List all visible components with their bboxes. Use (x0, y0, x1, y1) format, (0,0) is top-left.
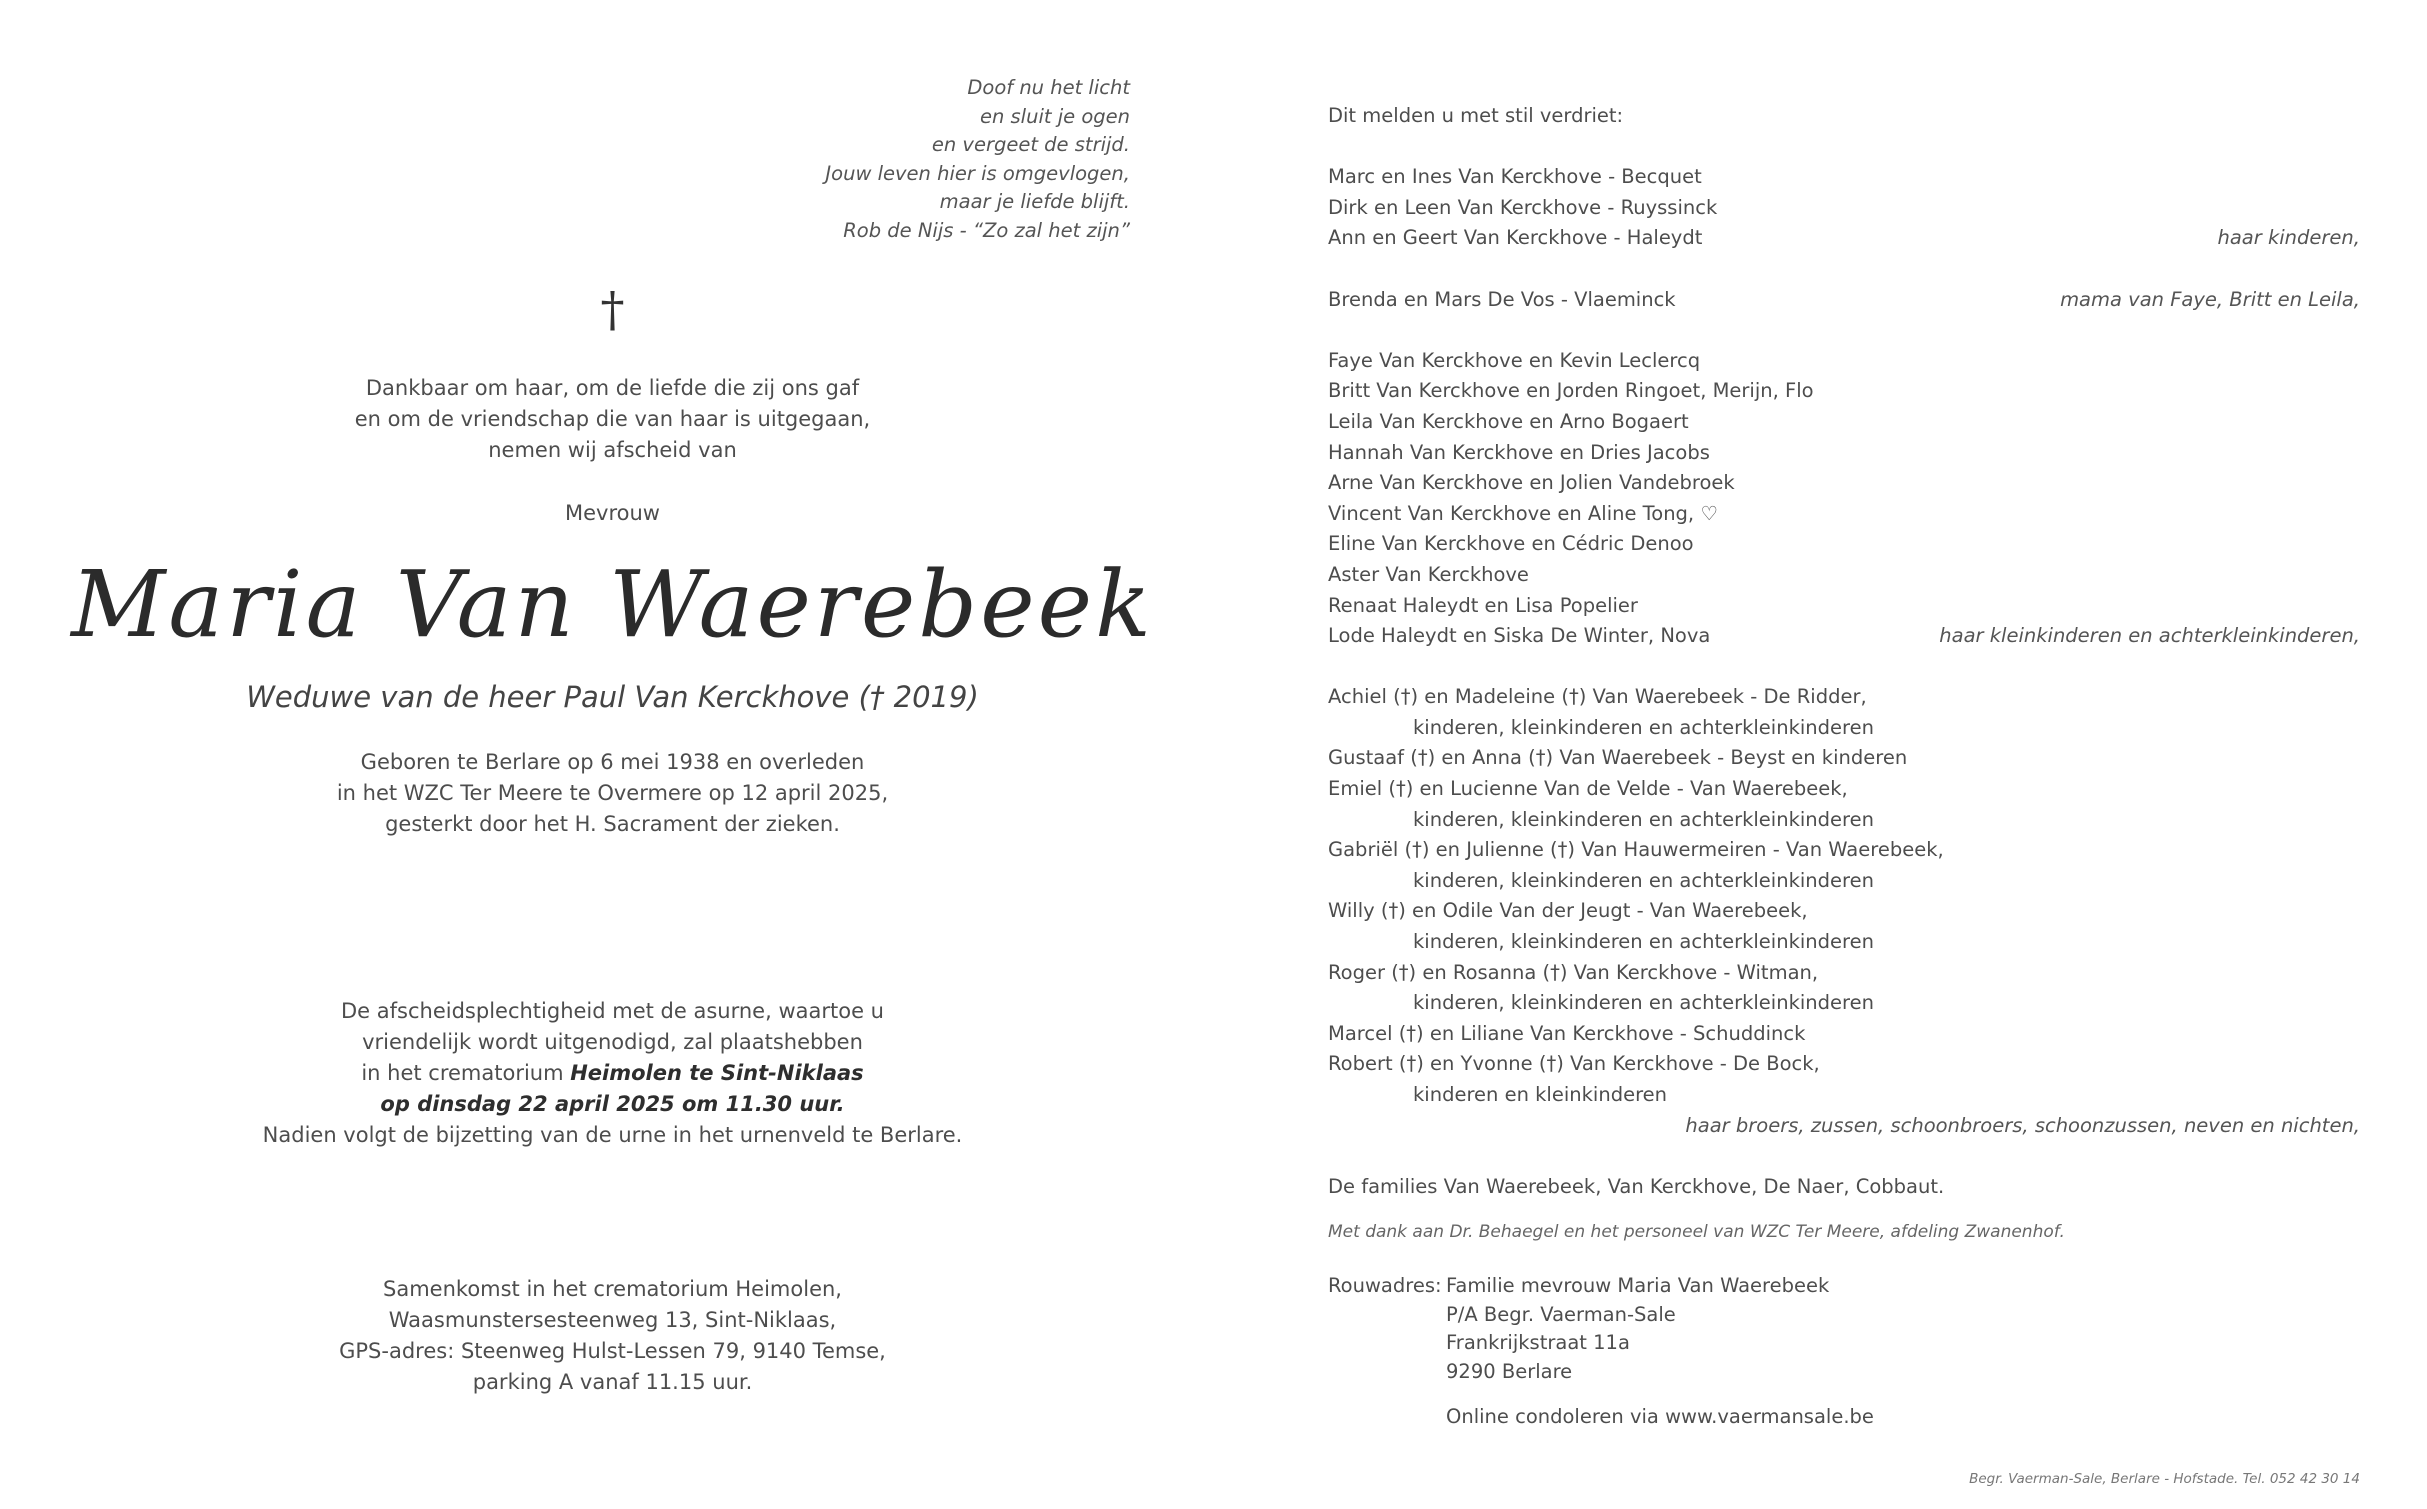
family-row (1328, 162, 2360, 193)
family-row (1328, 835, 2360, 866)
family-member-name: Willy (†) en Odile Van der Jeugt - Van Waerebeek, (1328, 899, 1808, 923)
poem-line: Jouw leven hier is omgevlogen, (825, 161, 1130, 185)
funeral-home-footer: Begr. Vaerman-Sale, Berlare - Hofstade. Tel. 052 42 30 14 (1969, 1471, 2360, 1487)
birth-line: gesterkt door het H. Sacrament der zieken. (385, 812, 840, 836)
family-row (1328, 621, 2360, 652)
honorific-title: Mevrouw (565, 501, 660, 525)
deceased-name: Maria Van Waerebeek (71, 551, 1154, 658)
family-member-name: Gabriël (†) en Julienne (†) Van Hauwermeiren - Van Waerebeek, (1328, 838, 1944, 862)
family-member-name: Arne Van Kerckhove en Jolien Vandebroek (1328, 471, 1735, 495)
family-member-name: kinderen, kleinkinderen en achterkleinkinderen (1413, 991, 1874, 1015)
family-member-name: Dirk en Leen Van Kerckhove - Ruyssinck (1328, 195, 1718, 219)
family-member-name: Eline Van Kerckhove en Cédric Denoo (1328, 532, 1694, 556)
relation-description: haar broers, zussen, schoonbroers, schoonzussen, neven en nichten, (1685, 1113, 2360, 1137)
family-member-name: kinderen, kleinkinderen en achterkleinkinderen (1413, 930, 1874, 954)
poem (610, 74, 1130, 245)
relation-description: haar kleinkinderen en achterkleinkinderen, (1939, 624, 2360, 648)
family-row (1328, 774, 2360, 805)
birth-line: Geboren te Berlare op 6 mei 1938 en overleden (360, 750, 865, 774)
relation-description: haar kinderen, (2217, 226, 2360, 250)
family-block (1328, 1172, 2360, 1203)
family-row (1328, 376, 2360, 407)
family-row (1328, 927, 2360, 958)
family-row (1328, 896, 2360, 927)
family-row (1328, 223, 2360, 254)
intro-text (0, 373, 1225, 466)
poem-line: maar je liefde blijft. (939, 190, 1130, 213)
poem-attribution: Rob de Nijs - “Zo zal het zijn” (843, 218, 1130, 242)
ceremony-datetime: op dinsdag 22 april 2025 om 11.30 uur. (380, 1092, 845, 1116)
family-member-name: Gustaaf (†) en Anna (†) Van Waerebeek - Beyst en kinderen (1328, 746, 1908, 770)
ceremony-line: De afscheidsplechtigheid met de asurne, waartoe u (341, 999, 884, 1023)
relation-description: mama van Faye, Britt en Leila, (2060, 287, 2360, 311)
family-block (1328, 682, 2360, 1141)
family-row (1328, 958, 2360, 989)
family-row (1328, 285, 2360, 316)
ceremony-location-prefix: in het crematorium (361, 1061, 571, 1085)
poem-line: en sluit je ogen (979, 104, 1130, 128)
family-member-name: Faye Van Kerckhove en Kevin Leclercq (1328, 348, 1701, 372)
right-column (1328, 0, 2360, 1509)
gathering-line: Samenkomst in het crematorium Heimolen, (383, 1277, 842, 1301)
family-row (1328, 560, 2360, 591)
poem-line: Doof nu het licht (967, 76, 1130, 99)
address-value: Frankrijkstraat 11a (1446, 1331, 1630, 1354)
family-row (1328, 1049, 2360, 1080)
family-block (1328, 285, 2360, 316)
family-row (1328, 591, 2360, 622)
address-value: Familie mevrouw Maria Van Waerebeek (1446, 1274, 1830, 1297)
ceremony-line: Nadien volgt de bijzetting van de urne in het urnenveld te Berlare. (262, 1123, 963, 1147)
family-row (1328, 438, 2360, 469)
gathering-line: parking A vanaf 11.15 uur. (472, 1370, 753, 1394)
ceremony-line (0, 1058, 1225, 1089)
family-row (1328, 193, 2360, 224)
family-member-name: Lode Haleydt en Siska De Winter, Nova (1328, 624, 1711, 648)
family-list (1328, 101, 2360, 1233)
family-member-name: kinderen, kleinkinderen en achterkleinkinderen (1413, 807, 1874, 831)
family-row (1328, 743, 2360, 774)
family-member-name: kinderen en kleinkinderen (1413, 1083, 1668, 1106)
ceremony-info (0, 996, 1225, 1151)
family-member-name: Achiel (†) en Madeleine (†) Van Waerebeek - De Ridder, (1328, 685, 1867, 709)
family-member-name: Brenda en Mars De Vos - Vlaeminck (1328, 287, 1676, 311)
family-block (1328, 162, 2360, 254)
family-member-name: Emiel (†) en Lucienne Van de Velde - Van Waerebeek, (1328, 777, 1848, 801)
family-row (1328, 866, 2360, 897)
address-label: Rouwadres: (1328, 1274, 1442, 1297)
family-member-name: Renaat Haleydt en Lisa Popelier (1328, 593, 1638, 617)
announcement: Dit melden u met stil verdriet: (1328, 104, 1624, 127)
family-member-name: Ann en Geert Van Kerckhove - Haleydt (1328, 226, 1703, 250)
family-row (1328, 529, 2360, 560)
family-row (1328, 713, 2360, 744)
family-member-name: Leila Van Kerckhove en Arno Bogaert (1328, 409, 1689, 433)
family-member-name: Aster Van Kerckhove (1328, 562, 1529, 586)
intro-line: en om de vriendschap die van haar is uitgegaan, (354, 407, 871, 431)
intro-line: Dankbaar om haar, om de liefde die zij ons gaf (365, 376, 860, 400)
address-value: P/A Begr. Vaerman-Sale (1446, 1302, 1676, 1326)
family-member-name: Marcel (†) en Liliane Van Kerckhove - Schuddinck (1328, 1021, 1806, 1045)
thanks-note: Met dank aan Dr. Behaegel en het personeel van WZC Ter Meere, afdeling Zwanenhof. (1328, 1222, 2065, 1242)
family-row (1328, 499, 2360, 530)
family-member-name: Vincent Van Kerckhove en Aline Tong, ♡ (1328, 501, 1718, 525)
address-value: 9290 Berlare (1446, 1359, 1573, 1383)
family-member-name: Robert (†) en Yvonne (†) Van Kerckhove - De Bock, (1328, 1052, 1820, 1076)
family-row (1328, 805, 2360, 836)
family-row (1328, 988, 2360, 1019)
intro-line: nemen wij afscheid van (488, 438, 737, 462)
family-member-name: De families Van Waerebeek, Van Kerckhove, De Naer, Cobbaut. (1328, 1174, 1945, 1198)
poem-line: en vergeet de strijd. (931, 133, 1130, 156)
gathering-line: Waasmunstersesteenweg 13, Sint-Niklaas, (388, 1308, 837, 1332)
family-row (1328, 1080, 2360, 1111)
family-member-name: Hannah Van Kerckhove en Dries Jacobs (1328, 440, 1710, 464)
family-member-name: Marc en Ines Van Kerckhove - Becquet (1328, 165, 1702, 189)
family-member-name: Roger (†) en Rosanna (†) Van Kerckhove - Witman, (1328, 960, 1819, 984)
family-row (1328, 1019, 2360, 1050)
family-row (1328, 468, 2360, 499)
birth-death-info (0, 747, 1225, 840)
family-member-name: Britt Van Kerckhove en Jorden Ringoet, Merijn, Flo (1328, 379, 1814, 403)
family-row (1328, 1111, 2360, 1142)
ceremony-line: vriendelijk wordt uitgenodigd, zal plaatshebben (362, 1030, 863, 1054)
family-member-name: kinderen, kleinkinderen en achterkleinkinderen (1413, 868, 1874, 892)
family-row (1328, 407, 2360, 438)
gathering-info (0, 1274, 1225, 1398)
widow-line: Weduwe van de heer Paul Van Kerckhove († 2019) (246, 680, 979, 714)
online-condolence-link[interactable]: Online condoleren via www.vaermansale.be (1446, 1405, 1874, 1428)
ceremony-location: Heimolen te Sint-Niklaas (570, 1061, 864, 1085)
birth-line: in het WZC Ter Meere te Overmere op 12 april 2025, (336, 781, 889, 805)
cross-icon: † (600, 282, 625, 338)
gathering-line: GPS-adres: Steenweg Hulst-Lessen 79, 9140 Temse, (339, 1339, 886, 1363)
family-block (1328, 346, 2360, 652)
family-row (1328, 346, 2360, 377)
family-row (1328, 682, 2360, 713)
family-row (1328, 1172, 2360, 1203)
family-member-name: kinderen, kleinkinderen en achterkleinkinderen (1413, 715, 1874, 739)
